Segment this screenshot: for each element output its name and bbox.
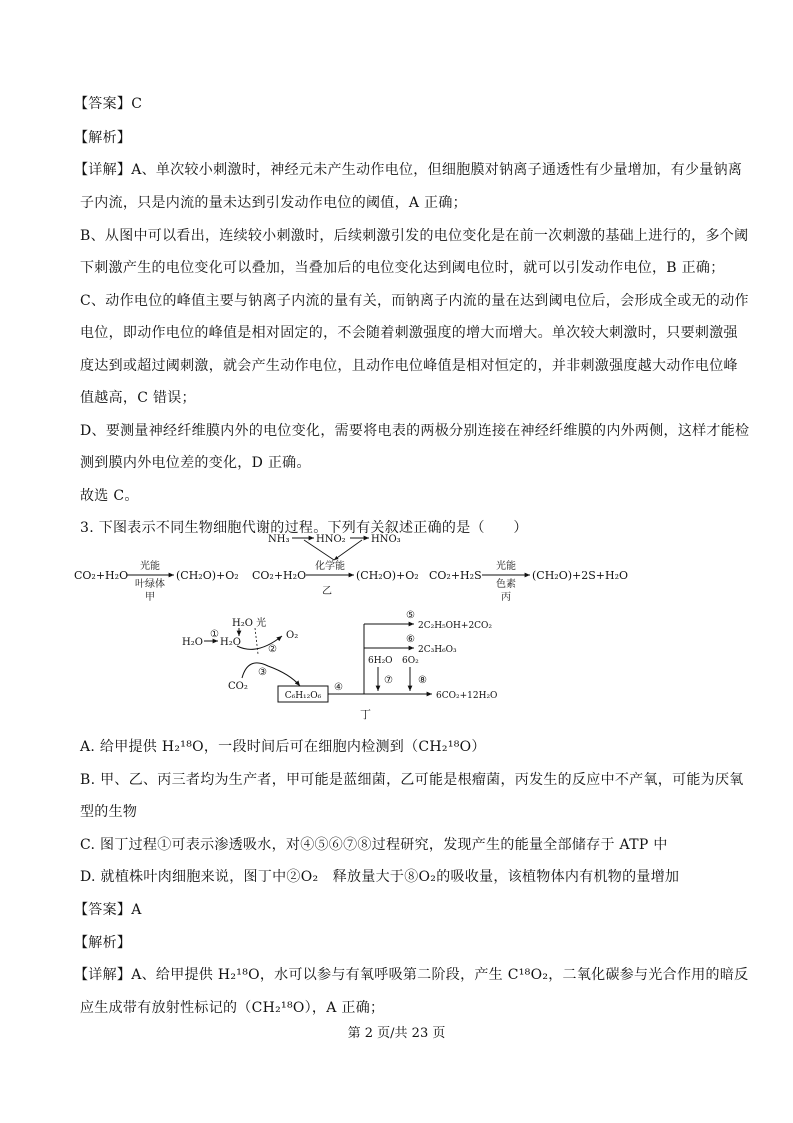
ding-h2o-outer: H₂O [182,637,203,648]
detail-paragraph: 下刺激产生的电位变化可以叠加，当叠加后的电位变化达到阈电位时，就可以引发动作电位，B 正确； [80,260,725,276]
answer-label: 【答案】A [74,902,142,918]
option-a: A. 给甲提供 H₂¹⁸O，一段时间后可在细胞内检测到（CH₂¹⁸O） [80,739,486,755]
ding-co2: CO₂ [228,681,248,692]
step-1: ① [210,629,219,640]
detail-paragraph: B、从图中可以看出，连续较小刺激时，后续刺激引发的电位变化是在前一次刺激的基础上进行的，多个阈 [80,228,749,244]
process-yi [252,534,419,597]
bing-reactants: CO₂+H₂S [429,569,482,582]
step-6: ⑥ [406,634,415,645]
bing-condition-light: 光能 [496,561,516,572]
detail-paragraph: 应生成带有放射性标记的（CH₂¹⁸O），A 正确； [80,1000,385,1016]
ding-6h2o: 6H₂O [368,656,393,666]
ding-o2: O₂ [286,630,299,641]
option-d: D. 就植株叶肉细胞来说，图丁中②O₂ 释放量大于⑧O₂的吸收量，该植物体内有机物的量增加 [80,869,680,885]
yi-hno2: HNO₂ [316,534,346,545]
yi-label: 乙 [322,586,332,597]
ding-6o2: 6O₂ [402,656,419,666]
metabolism-diagram [72,528,672,726]
ding-glucose: C₆H₁₂O₆ [284,691,322,701]
detail-paragraph: C、动作电位的峰值主要与钠离子内流的量有关，而钠离子内流的量在达到阈电位后，会形成全或无的动作 [80,293,749,309]
detail-paragraph: 测到膜内外电位差的变化，D 正确。 [80,455,311,471]
option-b-cont: 型的生物 [80,804,138,820]
detail-paragraph: D、要测量神经纤维膜内外的电位变化，需要将电表的两极分别连接在神经纤维膜的内外两侧，这样才能检 [80,423,750,439]
analysis-label: 【解析】 [74,130,132,146]
detail-paragraph: 【详解】A、单次较小刺激时，神经元未产生动作电位，但细胞膜对钠离子通透性有少量增加，有少量钠离 [74,162,743,178]
ding-h2o-inner: H₂O [220,637,241,648]
page-number: 第 2 页/共 23 页 [347,1026,446,1041]
process-ding [182,610,497,721]
jia-condition-light: 光能 [140,561,160,572]
jia-label: 甲 [145,592,155,603]
ding-light-ray [255,628,258,654]
yi-hno3: HNO₃ [371,534,401,545]
yi-products: (CH₂O)+O₂ [356,569,419,582]
ding-arrow-3 [242,663,300,686]
jia-reactants: CO₂+H₂O [74,569,129,582]
ding-label: 丁 [360,708,371,721]
step-3: ③ [258,667,267,678]
option-b: B. 甲、乙、丙三者均为生产者，甲可能是蓝细菌，乙可能是根瘤菌，丙发生的反应中不产氧，可能为厌氧 [80,772,744,788]
detail-paragraph: 【详解】A、给甲提供 H₂¹⁸O，水可以参与有氧呼吸第二阶段，产生 C¹⁸O₂，二氧化碳参与光合作用的暗反 [74,967,749,983]
ding-product-6: 2C₃H₆O₃ [418,645,457,655]
step-5: ⑤ [406,610,415,621]
step-4: ④ [334,682,343,693]
process-jia [74,559,239,603]
answer-label: 【答案】C [74,96,143,112]
ding-product-5: 2C₂H₅OH+2CO₂ [418,621,493,631]
ding-h2o-light: H₂O 光 [232,618,267,629]
analysis-label: 【解析】 [74,935,132,951]
step-2: ② [268,644,277,655]
yi-reactants: CO₂+H₂O [252,569,307,582]
jia-products: (CH₂O)+O₂ [176,569,239,582]
detail-paragraph: 值越高，C 错误； [80,390,196,406]
detail-paragraph: 度达到或超过阈刺激，就会产生动作电位，且动作电位峰值是相对恒定的，并非刺激强度越大动作电位峰 [80,358,738,374]
detail-paragraph: 子内流，只是内流的量未达到引发动作电位的阈值，A 正确； [80,195,467,211]
option-c: C. 图丁过程①可表示渗透吸水，对④⑤⑥⑦⑧过程研究，发现产生的能量全部储存于 ATP 中 [80,837,668,853]
yi-condition: 化学能 [315,561,345,572]
detail-paragraph: 电位，即动作电位的峰值是相对固定的，不会随着刺激强度的增大而增大。单次较大刺激时，只要刺激强 [80,325,738,341]
step-8: ⑧ [418,675,427,686]
conclusion-text: 故选 C。 [80,488,139,504]
ding-product-48: 6CO₂+12H₂O [436,691,498,701]
jia-condition-organelle: 叶绿体 [135,579,165,590]
bing-label: 丙 [501,592,511,603]
question-stem: 3. 下图表示不同生物细胞代谢的过程。下列有关叙述正确的是（ ） [80,520,528,536]
bing-condition-pigment: 色素 [496,579,516,590]
bing-products: (CH₂O)+2S+H₂O [532,569,629,582]
process-bing [429,559,628,603]
step-7: ⑦ [384,675,393,686]
yi-nh3: NH₃ [268,534,290,545]
